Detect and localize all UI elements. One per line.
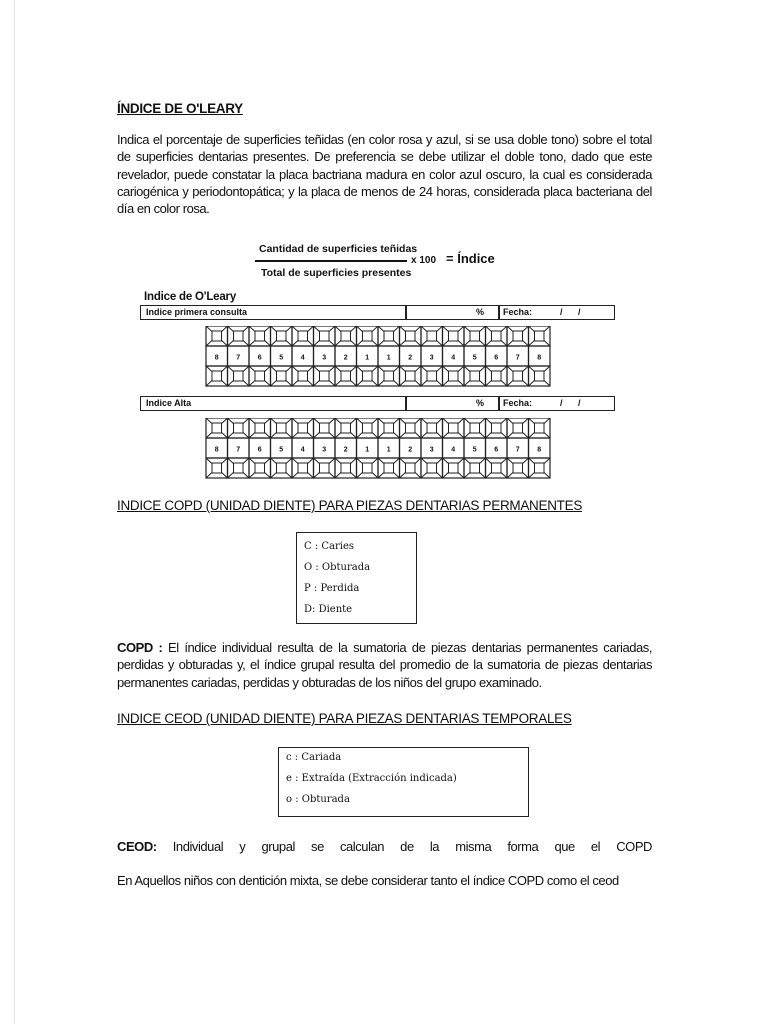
date-slash: / xyxy=(560,307,563,317)
copd-heading: INDICE COPD (UNIDAD DIENTE) PARA PIEZAS DENTARIAS PERMANENTES xyxy=(117,498,583,513)
intro-paragraph: Indica el porcentaje de superficies teñidas (en color rosa y azul, si se usa doble tono) sobre el total de superficies dentarias presentes. De preferencia se debe utilizar el doble tono, dado que este revelador, puede constatar la placa bactriana madura en color azul oscuro, la cual es considerada cariogénica y periodontopática; y la placa de menos de 24 horas, considerada placa bacteriana del día en color rosa. xyxy=(117,132,652,217)
date-slash: / xyxy=(560,398,563,408)
tooth-surface-cell xyxy=(378,366,400,386)
divider xyxy=(498,397,500,410)
tooth-number: 2 xyxy=(408,446,413,454)
form-row-primera-consulta xyxy=(140,305,615,320)
tooth-surface-cell xyxy=(206,366,228,386)
tooth-number: 3 xyxy=(429,354,434,362)
tooth-surface-cell xyxy=(335,326,357,346)
tooth-number: 6 xyxy=(494,354,499,362)
tooth-surface-cell xyxy=(464,366,486,386)
legend-item: P : Perdida xyxy=(304,583,360,594)
tooth-surface-cell xyxy=(378,418,400,438)
tooth-surface-cell xyxy=(529,458,551,478)
tooth-surface-cell xyxy=(529,366,551,386)
formula-multiplier: x 100 xyxy=(411,255,437,266)
tooth-surface-cell xyxy=(206,418,228,438)
tooth-surface-cell xyxy=(357,418,379,438)
tooth-surface-cell xyxy=(486,366,508,386)
tooth-surface-cell xyxy=(271,458,293,478)
tooth-surface-cell xyxy=(314,418,336,438)
tooth-surface-cell xyxy=(378,326,400,346)
tooth-number: 1 xyxy=(386,354,391,362)
tooth-surface-cell xyxy=(271,418,293,438)
tooth-surface-cell xyxy=(529,418,551,438)
tooth-surface-cell xyxy=(271,326,293,346)
tooth-surface-cell xyxy=(271,366,293,386)
ceod-text: Individual y grupal se calculan de la misma forma que el COPD xyxy=(156,839,652,854)
tooth-number: 2 xyxy=(408,354,413,362)
tooth-surface-cell xyxy=(335,366,357,386)
tooth-surface-cell xyxy=(507,418,529,438)
tooth-surface-cell xyxy=(249,458,271,478)
tooth-surface-cell xyxy=(249,366,271,386)
tooth-surface-cell xyxy=(486,326,508,346)
fecha-label: Fecha: xyxy=(503,398,533,408)
ceod-legend xyxy=(278,747,529,817)
tooth-number: 4 xyxy=(451,354,456,362)
form-row-label: Indice primera consulta xyxy=(146,307,248,317)
page-title: ÍNDICE DE O'LEARY xyxy=(117,101,243,116)
tooth-number: 8 xyxy=(214,446,219,454)
tooth-number: 1 xyxy=(365,446,370,454)
tooth-surface-cell xyxy=(228,418,250,438)
tooth-surface-cell xyxy=(228,326,250,346)
tooth-surface-cell xyxy=(486,418,508,438)
fraction-line xyxy=(255,260,407,262)
tooth-surface-cell xyxy=(486,458,508,478)
tooth-number: 1 xyxy=(386,446,391,454)
page-edge xyxy=(14,0,15,1024)
ceod-term: CEOD: xyxy=(117,839,157,854)
tooth-surface-cell xyxy=(249,418,271,438)
tooth-surface-cell xyxy=(335,418,357,438)
tooth-surface-cell xyxy=(443,366,465,386)
tooth-number: 5 xyxy=(472,446,477,454)
date-slash: / xyxy=(578,398,581,408)
tooth-chart-primera-consulta xyxy=(205,326,551,387)
tooth-surface-cell xyxy=(292,326,314,346)
copd-text: El índice individual resulta de la sumatoria de piezas dentarias permanentes cariadas, perdidas y obturadas y, el índice grupal resulta del promedio de la sumatoria de piezas dentarias permanentes cariadas, perdidas y obturadas de los niños del grupo examinado. xyxy=(117,640,652,690)
tooth-surface-cell xyxy=(529,326,551,346)
tooth-surface-cell xyxy=(400,418,422,438)
tooth-surface-cell xyxy=(464,326,486,346)
tooth-number: 6 xyxy=(494,446,499,454)
date-slash: / xyxy=(578,307,581,317)
formula-result: = Índice xyxy=(446,251,495,266)
tooth-surface-cell xyxy=(421,366,443,386)
tooth-surface-cell xyxy=(400,326,422,346)
legend-item: e : Extraída (Extracción indicada) xyxy=(286,773,457,784)
tooth-surface-cell xyxy=(228,458,250,478)
tooth-surface-cell xyxy=(357,458,379,478)
legend-item: o : Obturada xyxy=(286,794,350,805)
tooth-number: 8 xyxy=(537,354,542,362)
tooth-number: 3 xyxy=(322,446,327,454)
tooth-surface-cell xyxy=(400,458,422,478)
legend-item: O : Obturada xyxy=(304,562,371,573)
ceod-heading: INDICE CEOD (UNIDAD DIENTE) PARA PIEZAS DENTARIAS TEMPORALES xyxy=(117,711,572,726)
tooth-surface-cell xyxy=(292,458,314,478)
tooth-number: 3 xyxy=(429,446,434,454)
divider xyxy=(405,397,407,410)
tooth-number: 7 xyxy=(236,354,241,362)
tooth-number: 4 xyxy=(451,446,456,454)
tooth-surface-cell xyxy=(443,326,465,346)
tooth-number: 7 xyxy=(515,354,520,362)
tooth-number: 5 xyxy=(279,354,284,362)
form-row-alta xyxy=(140,396,615,411)
tooth-surface-cell xyxy=(335,458,357,478)
tooth-surface-cell xyxy=(292,366,314,386)
tooth-surface-cell xyxy=(507,366,529,386)
tooth-surface-cell xyxy=(378,458,400,478)
divider xyxy=(498,306,500,319)
tooth-number: 6 xyxy=(257,446,262,454)
tooth-surface-cell xyxy=(464,458,486,478)
tooth-number: 5 xyxy=(472,354,477,362)
divider xyxy=(405,306,407,319)
tooth-number: 5 xyxy=(279,446,284,454)
tooth-number: 4 xyxy=(300,446,305,454)
oleary-form-title: Indice de O'Leary xyxy=(144,291,237,303)
tooth-number: 4 xyxy=(300,354,305,362)
legend-item: c : Cariada xyxy=(286,752,342,763)
tooth-surface-cell xyxy=(206,326,228,346)
tooth-surface-cell xyxy=(249,326,271,346)
legend-item: D: Diente xyxy=(304,604,353,615)
tooth-number: 7 xyxy=(515,446,520,454)
ceod-note: En Aquellos niños con dentición mixta, se debe considerar tanto el índice COPD como el ceod xyxy=(117,873,619,888)
tooth-number: 6 xyxy=(257,354,262,362)
ceod-paragraph xyxy=(117,838,652,855)
tooth-surface-cell xyxy=(357,366,379,386)
tooth-number: 8 xyxy=(537,446,542,454)
fecha-label: Fecha: xyxy=(503,307,533,317)
percent-label: % xyxy=(476,398,485,408)
tooth-surface-cell xyxy=(421,458,443,478)
tooth-surface-cell xyxy=(443,418,465,438)
tooth-surface-cell xyxy=(314,366,336,386)
legend-item: C : Caries xyxy=(304,541,355,552)
tooth-number: 2 xyxy=(343,446,348,454)
tooth-number: 3 xyxy=(322,354,327,362)
tooth-surface-cell xyxy=(314,326,336,346)
tooth-surface-cell xyxy=(357,326,379,346)
formula-numerator: Cantidad de superficies teñidas xyxy=(259,243,418,255)
tooth-surface-cell xyxy=(314,458,336,478)
formula-denominator: Total de superficies presentes xyxy=(261,267,412,279)
copd-legend xyxy=(296,532,417,624)
tooth-surface-cell xyxy=(507,326,529,346)
copd-term: COPD : xyxy=(117,640,163,655)
tooth-chart-alta xyxy=(205,418,551,479)
form-row-label: Indice Alta xyxy=(146,398,192,408)
tooth-number: 1 xyxy=(365,354,370,362)
tooth-surface-cell xyxy=(421,418,443,438)
tooth-number: 2 xyxy=(343,354,348,362)
tooth-surface-cell xyxy=(421,326,443,346)
tooth-surface-cell xyxy=(292,418,314,438)
tooth-surface-cell xyxy=(206,458,228,478)
tooth-number: 8 xyxy=(214,354,219,362)
tooth-surface-cell xyxy=(464,418,486,438)
copd-paragraph xyxy=(117,639,652,691)
tooth-surface-cell xyxy=(507,458,529,478)
tooth-surface-cell xyxy=(400,366,422,386)
tooth-surface-cell xyxy=(443,458,465,478)
tooth-number: 7 xyxy=(236,446,241,454)
percent-label: % xyxy=(476,307,485,317)
tooth-surface-cell xyxy=(228,366,250,386)
